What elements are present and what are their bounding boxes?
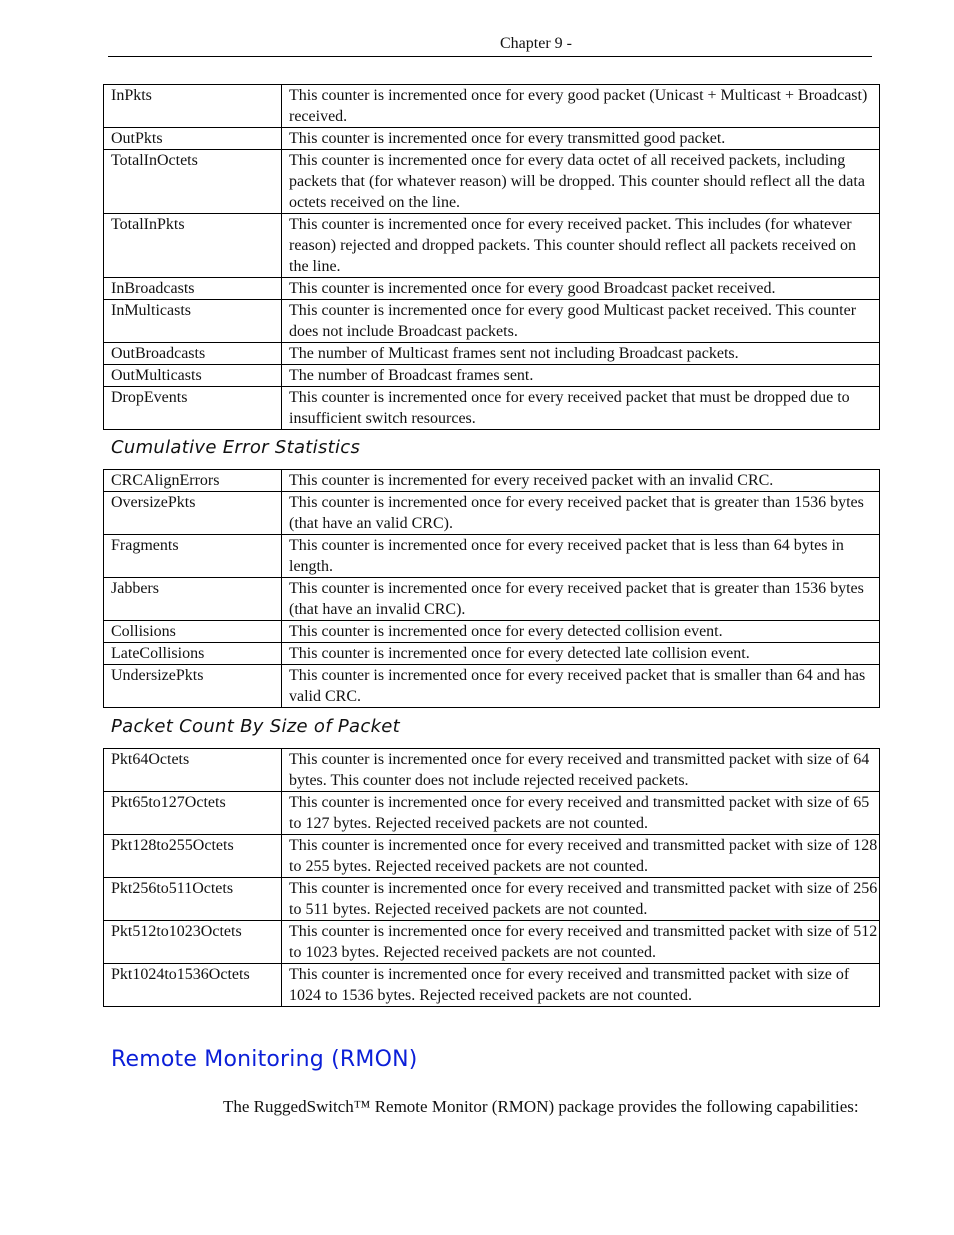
counter-name: DropEvents	[104, 387, 282, 430]
table-row	[104, 128, 880, 150]
table-row	[104, 343, 880, 365]
counter-name: UndersizePkts	[104, 665, 282, 708]
counter-description: This counter is incremented once for every received packet. This includes (for whatever reason) rejected and dropped packets. This counter should reflect all packets received on the line.	[282, 214, 880, 278]
counter-description: This counter is incremented once for every received packet that must be dropped due to insufficient switch resources.	[282, 387, 880, 430]
table-row	[104, 665, 880, 708]
rmon-intro-paragraph: The RuggedSwitch™ Remote Monitor (RMON) package provides the following capabilities:	[223, 1097, 859, 1116]
ethernet-statistics-table	[103, 84, 880, 430]
counter-description: The number of Multicast frames sent not including Broadcast packets.	[282, 343, 880, 365]
counter-name: InPkts	[104, 85, 282, 128]
table-row	[104, 921, 880, 964]
counter-name: Pkt64Octets	[104, 749, 282, 792]
counter-description: This counter is incremented once for every received and transmitted packet with size of 512 to 1023 bytes. Rejected received packets are not counted.	[282, 921, 880, 964]
counter-description: This counter is incremented once for every received and transmitted packet with size of 128 to 255 bytes. Rejected received packets are not counted.	[282, 835, 880, 878]
table-row	[104, 214, 880, 278]
section-heading-cumulative-errors: Cumulative Error Statistics	[111, 437, 361, 458]
counter-description: This counter is incremented once for every received and transmitted packet with size of 256 to 511 bytes. Rejected received packets are not counted.	[282, 878, 880, 921]
counter-name: OutBroadcasts	[104, 343, 282, 365]
counter-description: This counter is incremented once for every transmitted good packet.	[282, 128, 880, 150]
counter-description: This counter is incremented once for every received packet that is greater than 1536 bytes (that have an valid CRC).	[282, 492, 880, 535]
table-row	[104, 792, 880, 835]
counter-name: OutPkts	[104, 128, 282, 150]
counter-name: Pkt1024to1536Octets	[104, 964, 282, 1007]
table-row	[104, 835, 880, 878]
counter-name: OversizePkts	[104, 492, 282, 535]
counter-name: LateCollisions	[104, 643, 282, 665]
counter-description: This counter is incremented once for every good Multicast packet received. This counter does not include Broadcast packets.	[282, 300, 880, 343]
counter-description: This counter is incremented once for every received and transmitted packet with size of 64 bytes. This counter does not include rejected received packets.	[282, 749, 880, 792]
table-row	[104, 365, 880, 387]
section-heading-rmon: Remote Monitoring (RMON)	[111, 1047, 418, 1072]
section-heading-packet-size: Packet Count By Size of Packet	[111, 716, 401, 737]
table-row	[104, 578, 880, 621]
packet-size-table	[103, 748, 880, 1007]
counter-description: The number of Broadcast frames sent.	[282, 365, 880, 387]
counter-name: TotalInPkts	[104, 214, 282, 278]
table-row	[104, 492, 880, 535]
error-statistics-table	[103, 469, 880, 708]
counter-name: Pkt65to127Octets	[104, 792, 282, 835]
counter-description: This counter is incremented once for every received packet that is greater than 1536 bytes (that have an invalid CRC).	[282, 578, 880, 621]
counter-description: This counter is incremented once for every good Broadcast packet received.	[282, 278, 880, 300]
counter-name: TotalInOctets	[104, 150, 282, 214]
counter-name: OutMulticasts	[104, 365, 282, 387]
counter-name: Pkt512to1023Octets	[104, 921, 282, 964]
counter-description: This counter is incremented once for every received packet that is less than 64 bytes in length.	[282, 535, 880, 578]
table-row	[104, 387, 880, 430]
table-row	[104, 278, 880, 300]
table-row	[104, 964, 880, 1007]
table-row	[104, 621, 880, 643]
counter-name: InBroadcasts	[104, 278, 282, 300]
counter-name: Pkt128to255Octets	[104, 835, 282, 878]
counter-name: Fragments	[104, 535, 282, 578]
counter-description: This counter is incremented once for every detected late collision event.	[282, 643, 880, 665]
table-row	[104, 150, 880, 214]
table-row	[104, 85, 880, 128]
table-row	[104, 470, 880, 492]
table-row	[104, 300, 880, 343]
counter-description: This counter is incremented once for every data octet of all received packets, including packets that (for whatever reason) will be dropped. This counter should reflect all the data octets received on the line.	[282, 150, 880, 214]
table-row	[104, 643, 880, 665]
table-row	[104, 749, 880, 792]
counter-name: Collisions	[104, 621, 282, 643]
counter-description: This counter is incremented once for every received and transmitted packet with size of 1024 to 1536 bytes. Rejected received packets are not counted.	[282, 964, 880, 1007]
table-row	[104, 535, 880, 578]
counter-name: CRCAlignErrors	[104, 470, 282, 492]
counter-name: InMulticasts	[104, 300, 282, 343]
counter-name: Pkt256to511Octets	[104, 878, 282, 921]
counter-description: This counter is incremented once for every received and transmitted packet with size of 65 to 127 bytes. Rejected received packets are not counted.	[282, 792, 880, 835]
counter-name: Jabbers	[104, 578, 282, 621]
counter-description: This counter is incremented for every received packet with an invalid CRC.	[282, 470, 880, 492]
counter-description: This counter is incremented once for every received packet that is smaller than 64 and has valid CRC.	[282, 665, 880, 708]
counter-description: This counter is incremented once for every detected collision event.	[282, 621, 880, 643]
page-header	[108, 34, 872, 57]
table-row	[104, 878, 880, 921]
chapter-label: Chapter 9 -	[500, 35, 572, 52]
counter-description: This counter is incremented once for every good packet (Unicast + Multicast + Broadcast) received.	[282, 85, 880, 128]
